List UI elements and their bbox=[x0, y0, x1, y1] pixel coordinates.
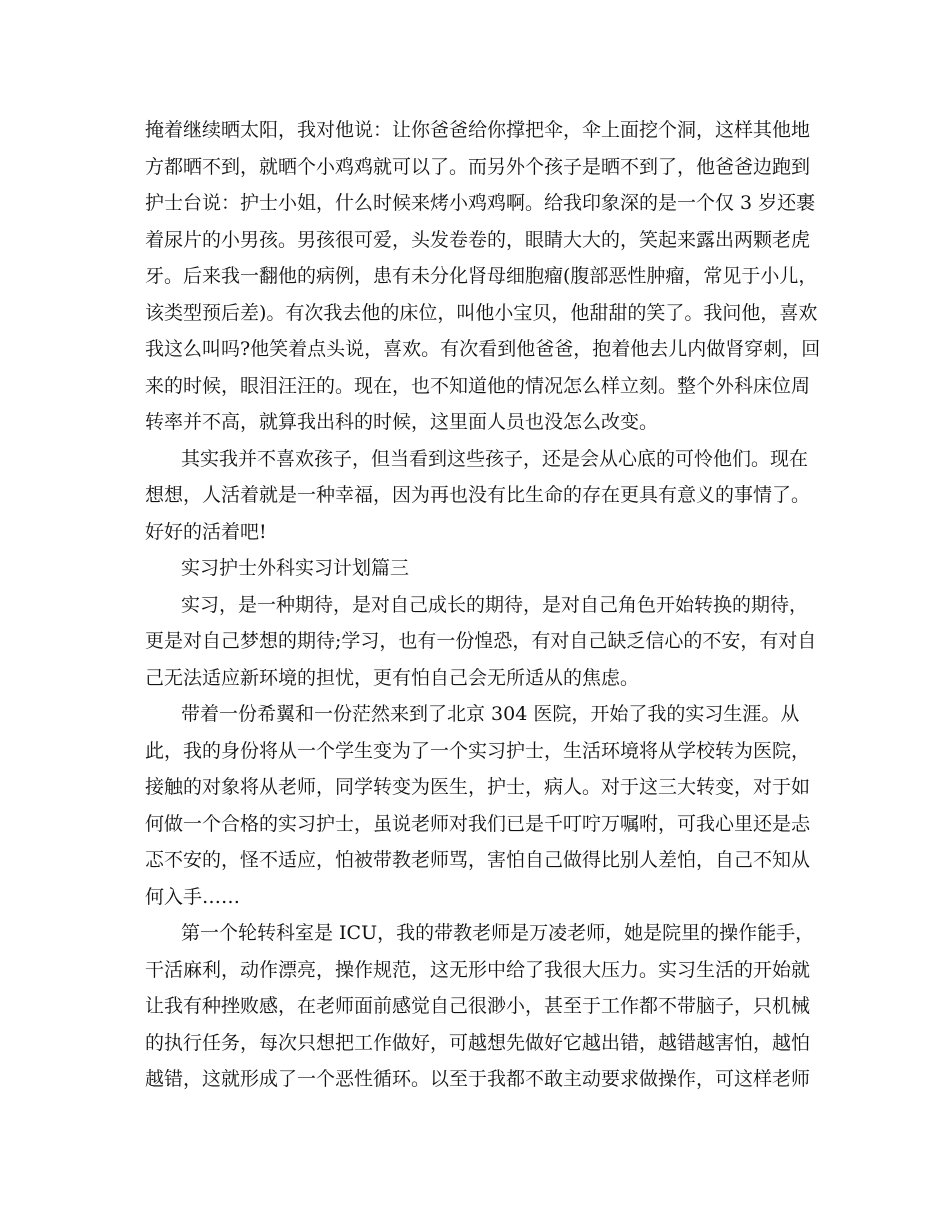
section-heading: 实习护士外科实习计划篇三 bbox=[181, 557, 410, 579]
text-line: 何入手…… bbox=[145, 885, 241, 908]
text-line: 转率并不高，就算我出科的时候，这里面人员也没怎么改变。 bbox=[145, 411, 659, 433]
text-line: 其实我并不喜欢孩子，但当看到这些孩子，还是会从心底的可怜他们。现在 bbox=[181, 447, 809, 470]
document-body bbox=[145, 112, 821, 1098]
text-line: 实习，是一种期待，是对自己成长的期待，是对自己角色开始转换的期待， bbox=[181, 593, 809, 616]
text-line: 好好的活着吧! bbox=[145, 520, 267, 543]
text-line: 着尿片的小男孩。男孩很可爱，头发卷卷的，眼睛大大的，笑起来露出两颗老虎 bbox=[145, 228, 811, 251]
text-line: 更是对自己梦想的期待;学习，也有一份惶恐，有对自己缺乏信心的不安，有对自 bbox=[145, 630, 817, 652]
text-line: 方都晒不到，就晒个小鸡鸡就可以了。而另外个孩子是晒不到了，他爸爸边跑到 bbox=[145, 155, 811, 178]
text-line: 接触的对象将从老师，同学转变为医生，护士，病人。对于这三大转变，对于如 bbox=[145, 776, 811, 798]
text-line: 何做一个合格的实习护士，虽说老师对我们已是千叮咛万嘱咐，可我心里还是忐 bbox=[145, 812, 811, 835]
text-line: 掩着继续晒太阳，我对他说：让你爸爸给你撑把伞，伞上面挖个洞，这样其他地 bbox=[145, 119, 811, 141]
text-line: 越错，这就形成了一个恶性循环。以至于我都不敢主动要求做操作，可这样老师 bbox=[145, 1068, 811, 1090]
text-line: 让我有种挫败感，在老师面前感觉自己很渺小，甚至于工作都不带脑子，只机械 bbox=[145, 995, 811, 1017]
text-line: 干活麻利，动作漂亮，操作规范，这无形中给了我很大压力。实习生活的开始就 bbox=[145, 958, 811, 981]
text-line: 的执行任务，每次只想把工作做好，可越想先做好它越出错，越错越害怕，越怕 bbox=[145, 1031, 811, 1054]
text-line: 来的时候，眼泪汪汪的。现在，也不知道他的情况怎么样立刻。整个外科床位周 bbox=[145, 374, 811, 397]
text-line: 牙。后来我一翻他的病例，患有未分化肾母细胞瘤(腹部恶性肿瘤，常见于小儿， bbox=[145, 265, 818, 287]
text-line: 想想，人活着就是一种幸福，因为再也没有比生命的存在更具有意义的事情了。 bbox=[145, 484, 811, 506]
text-line: 忑不安的，怪不适应，怕被带教老师骂，害怕自己做得比别人差怕，自己不知从 bbox=[145, 849, 811, 871]
text-line: 该类型预后差)。有次我去他的床位，叫他小宝贝，他甜甜的笑了。我问他，喜欢 bbox=[145, 301, 818, 324]
text-line: 带着一份希翼和一份茫然来到了北京 304 医院，开始了我的实习生涯。从 bbox=[181, 703, 800, 725]
text-line: 第一个轮转科室是 ICU，我的带教老师是万凌老师，她是院里的操作能手， bbox=[181, 922, 815, 944]
text-line: 己无法适应新环境的担忧，更有怕自己会无所适从的焦虑。 bbox=[145, 666, 640, 689]
text-line: 护士台说：护士小姐，什么时候来烤小鸡鸡啊。给我印象深的是一个仅 3 岁还裹 bbox=[145, 192, 816, 214]
text-line: 此，我的身份将从一个学生变为了一个实习护士，生活环境将从学校转为医院， bbox=[145, 739, 811, 762]
text-line: 我这么叫吗?他笑着点头说，喜欢。有次看到他爸爸，抱着他去儿内做肾穿刺，回 bbox=[145, 338, 821, 360]
